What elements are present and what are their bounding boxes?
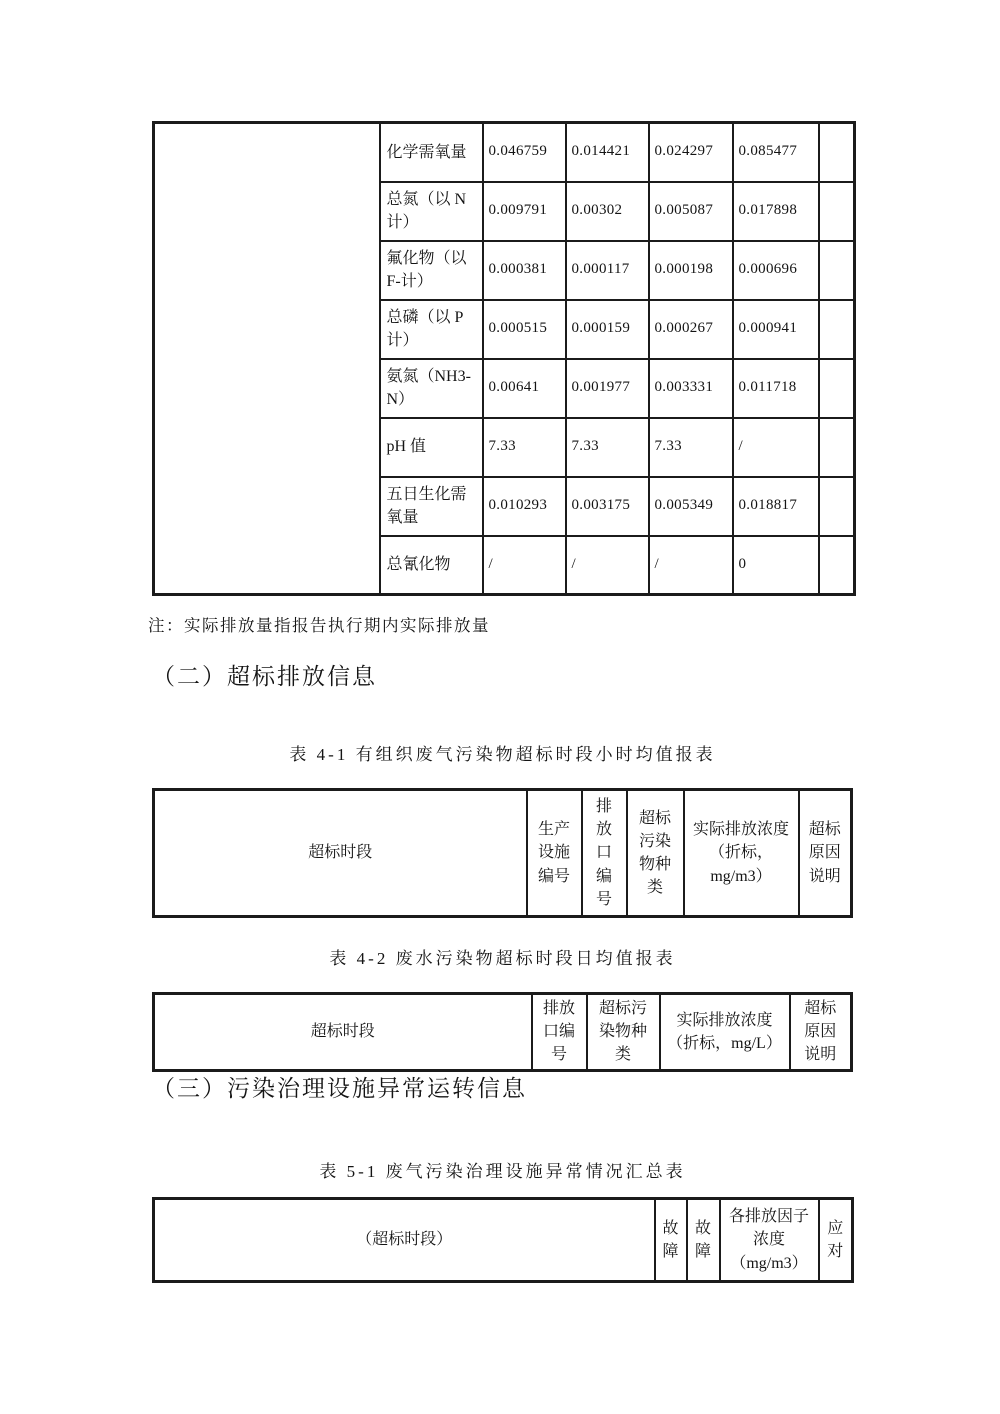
empty-cell: [819, 182, 855, 241]
header-cell: 超标时段: [154, 790, 527, 917]
value-cell: 0.046759: [483, 123, 566, 182]
header-cell: 生产设施编号: [527, 790, 582, 917]
pollutant-label: pH 值: [380, 418, 483, 477]
value-cell: 0.000267: [649, 300, 733, 359]
table-4-2: [152, 992, 853, 1072]
value-cell: 0.000159: [566, 300, 649, 359]
value-cell: 0.000941: [733, 300, 819, 359]
value-cell: 0.003331: [649, 359, 733, 418]
value-cell: /: [566, 536, 649, 595]
emissions-quantity-table: [152, 121, 856, 596]
header-cell: 超标污染物种类: [587, 994, 660, 1071]
table-5-1: [152, 1197, 854, 1283]
table-header-row: [154, 1199, 853, 1282]
header-cell: （超标时段）: [154, 1199, 655, 1282]
value-cell: 0.003175: [566, 477, 649, 536]
pollutant-label: 氨氮（NH3-N）: [380, 359, 483, 418]
value-cell: 0.011718: [733, 359, 819, 418]
header-cell: 超标污染物种类: [627, 790, 684, 917]
value-cell: 0.000515: [483, 300, 566, 359]
table-header-row: [154, 994, 852, 1071]
value-cell: 0.018817: [733, 477, 819, 536]
pollutant-label: 化学需氧量: [380, 123, 483, 182]
value-cell: 0.005087: [649, 182, 733, 241]
header-cell: 应对: [819, 1199, 853, 1282]
value-cell: 0.009791: [483, 182, 566, 241]
pollutant-label: 总氰化物: [380, 536, 483, 595]
empty-cell: [819, 359, 855, 418]
value-cell: 0.010293: [483, 477, 566, 536]
header-cell: 超标时段: [154, 994, 532, 1071]
note-text: 注：实际排放量指报告执行期内实际排放量: [148, 616, 490, 635]
value-cell: 7.33: [649, 418, 733, 477]
value-cell: 0.000198: [649, 241, 733, 300]
table-5-1-caption: 表 5-1 废气污染治理设施异常情况汇总表: [319, 1162, 686, 1181]
table-4-2-caption: 表 4-2 废水污染物超标时段日均值报表: [329, 949, 676, 968]
value-cell: 7.33: [483, 418, 566, 477]
value-cell: 0.000696: [733, 241, 819, 300]
value-cell: 0.024297: [649, 123, 733, 182]
table-4-1-caption: 表 4-1 有组织废气污染物超标时段小时均值报表: [289, 745, 716, 764]
value-cell: /: [733, 418, 819, 477]
empty-cell: [819, 536, 855, 595]
empty-cell: [819, 477, 855, 536]
table-header-row: [154, 790, 852, 917]
value-cell: 0.001977: [566, 359, 649, 418]
value-cell: 0.005349: [649, 477, 733, 536]
table-row: [154, 123, 855, 182]
value-cell: 0.00641: [483, 359, 566, 418]
header-cell: 排放口编号: [582, 790, 627, 917]
value-cell: 0.014421: [566, 123, 649, 182]
merged-empty-cell: [154, 123, 380, 595]
value-cell: /: [649, 536, 733, 595]
pollutant-label: 氟化物（以 F-计）: [380, 241, 483, 300]
header-cell: 超标原因说明: [799, 790, 852, 917]
header-cell: 实际排放浓度（折标，mg/L）: [660, 994, 790, 1071]
header-cell: 排放口编号: [532, 994, 587, 1071]
value-cell: /: [483, 536, 566, 595]
value-cell: 0.00302: [566, 182, 649, 241]
table-4-1: [152, 788, 853, 918]
empty-cell: [819, 241, 855, 300]
pollutant-label: 五日生化需氧量: [380, 477, 483, 536]
value-cell: 0.000381: [483, 241, 566, 300]
section-2-heading: （二）超标排放信息: [152, 664, 377, 689]
value-cell: 0.085477: [733, 123, 819, 182]
empty-cell: [819, 418, 855, 477]
pollutant-label: 总氮（以 N 计）: [380, 182, 483, 241]
empty-cell: [819, 300, 855, 359]
value-cell: 7.33: [566, 418, 649, 477]
empty-cell: [819, 123, 855, 182]
section-3-heading: （三）污染治理设施异常运转信息: [152, 1076, 527, 1101]
value-cell: 0.017898: [733, 182, 819, 241]
header-cell: 故障: [687, 1199, 720, 1282]
header-cell: 实际排放浓度（折标，mg/m3）: [684, 790, 799, 917]
header-cell: 各排放因子浓度（mg/m3）: [720, 1199, 819, 1282]
header-cell: 超标原因说明: [790, 994, 852, 1071]
header-cell: 故障: [655, 1199, 687, 1282]
pollutant-label: 总磷（以 P 计）: [380, 300, 483, 359]
value-cell: 0: [733, 536, 819, 595]
value-cell: 0.000117: [566, 241, 649, 300]
